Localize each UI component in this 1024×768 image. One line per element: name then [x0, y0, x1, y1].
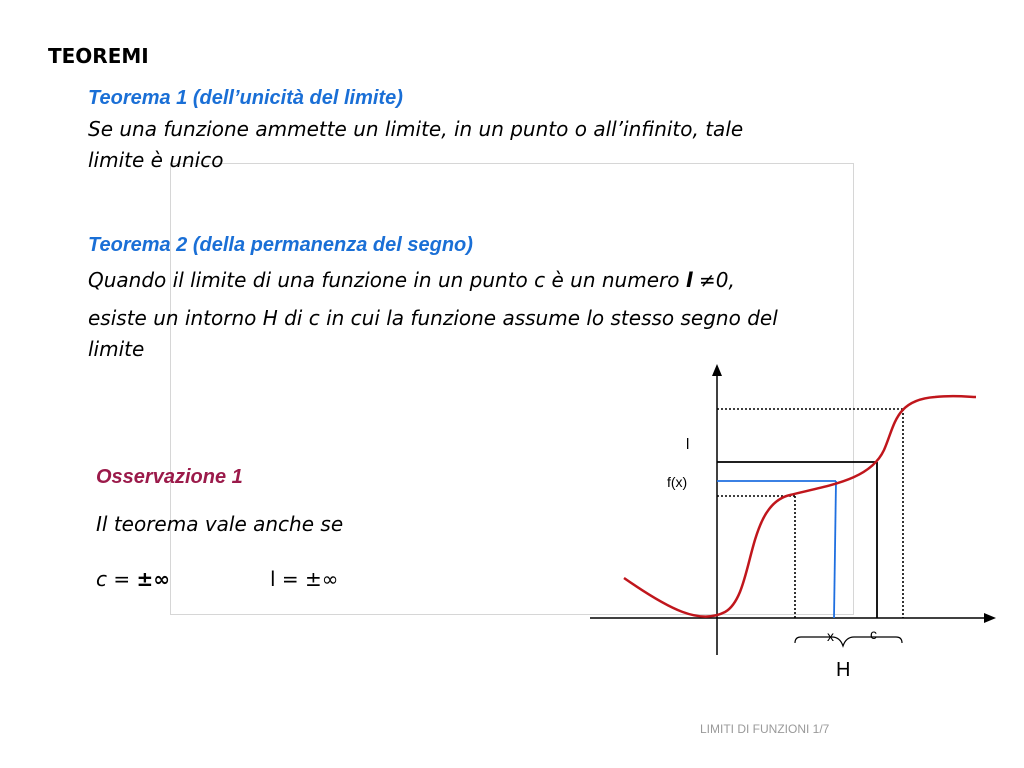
theorem1-line2: limite è unico: [88, 148, 224, 172]
label-fx: f(x): [667, 474, 688, 490]
theorem1-heading: Teorema 1 (dell’unicità del limite): [88, 87, 403, 109]
theorem2-line1-post: ≠0,: [692, 268, 735, 292]
observation1-c-value: ±∞: [136, 567, 170, 591]
neighbourhood-brace: [795, 637, 902, 646]
theorem2-line2: esiste un intorno H di c in cui la funzione assume lo stesso segno del: [88, 306, 778, 330]
label-l: l: [686, 436, 690, 453]
y-axis-arrow-icon: [712, 364, 722, 376]
observation1-c-prefix: c =: [96, 567, 137, 591]
theorem1-line1: Se una funzione ammette un limite, in un punto o all’infinito, tale: [88, 117, 744, 141]
function-curve: [624, 396, 976, 617]
footer-slide-info: LIMITI DI FUNZIONI 1/7: [700, 722, 830, 736]
label-H: H: [836, 659, 851, 681]
x-axis-arrow-icon: [984, 613, 996, 623]
observation1-body: Il teorema vale anche se: [96, 512, 344, 536]
theorem2-heading: Teorema 2 (della permanenza del segno): [88, 234, 473, 256]
theorem2-limit-symbol: l: [685, 268, 693, 292]
observation1-l-expression: l = ±∞: [270, 567, 339, 591]
x-vertical-line: [834, 481, 836, 618]
label-x: x: [827, 628, 834, 644]
theorem2-line1-pre: Quando il limite di una funzione in un punto c è un numero: [88, 268, 686, 292]
label-c: c: [870, 626, 877, 642]
page-title: TEOREMI: [48, 44, 149, 68]
observation1-heading: Osservazione 1: [96, 466, 243, 488]
theorem2-line3: limite: [88, 337, 145, 361]
